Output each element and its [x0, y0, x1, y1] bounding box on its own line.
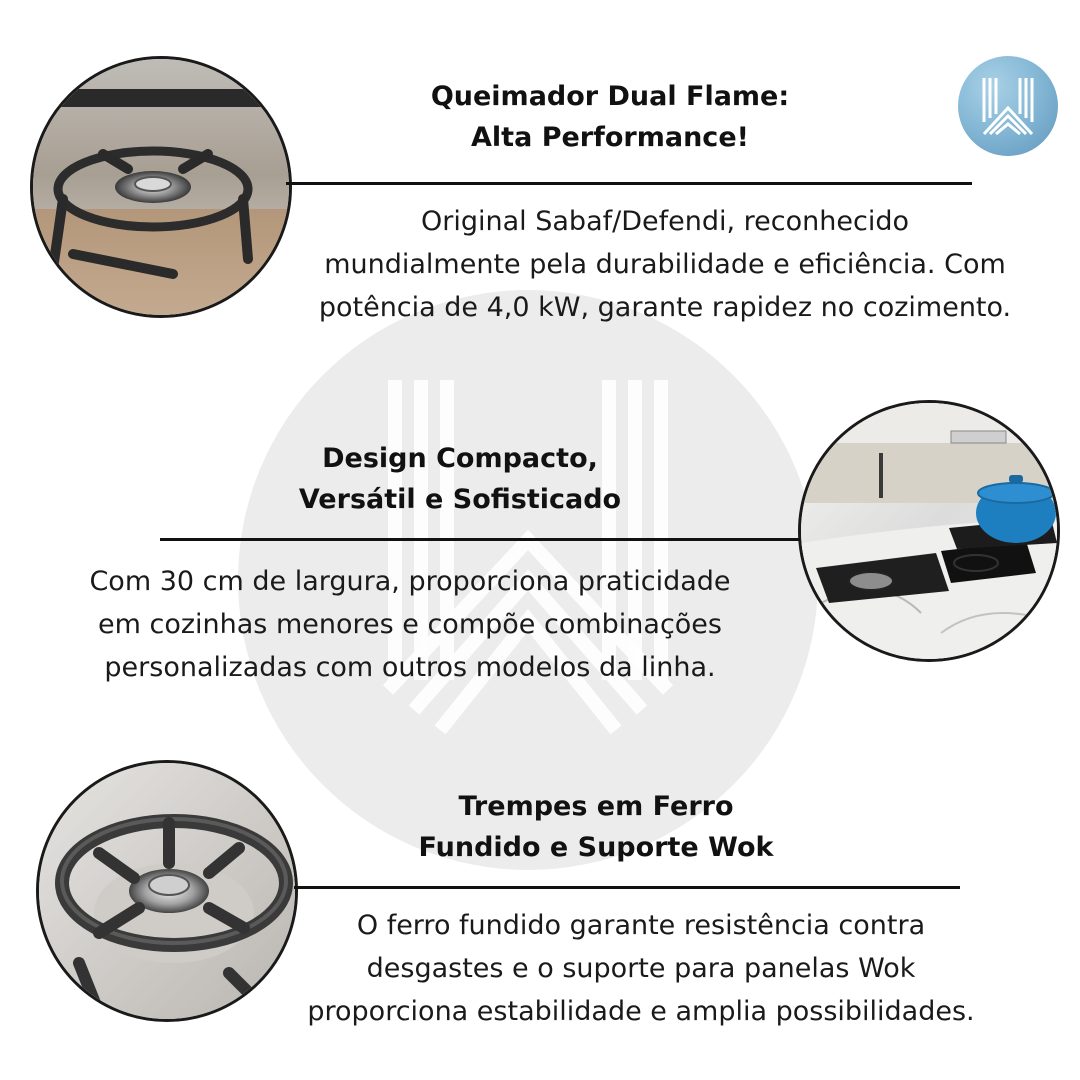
feature-2-divider	[160, 538, 800, 541]
feature-1-description-line: Original Sabaf/Defendi, reconhecido	[421, 206, 909, 237]
feature-2-description-line: Com 30 cm de largura, proporciona praticidade	[89, 566, 731, 597]
feature-3-divider	[294, 886, 960, 889]
feature-2-description-line: personalizadas com outros modelos da linha.	[104, 652, 716, 683]
feature-3-title	[366, 786, 826, 868]
feature-3-description-line: desgastes e o suporte para panelas Wok	[366, 953, 916, 984]
dual-flame-burner-photo	[30, 56, 292, 318]
feature-3-title-line: Trempes em Ferro	[458, 791, 734, 822]
feature-1-title-line: Alta Performance!	[471, 122, 749, 153]
feature-2-description	[20, 560, 800, 689]
feature-2-title	[230, 438, 690, 520]
feature-3-description-line: proporciona estabilidade e amplia possibilidades.	[307, 996, 975, 1027]
feature-1-description-line: mundialmente pela durabilidade e eficiência. Com	[324, 249, 1006, 280]
feature-1-divider	[286, 182, 972, 185]
compact-cooktop-kitchen-photo	[798, 400, 1060, 662]
feature-1-title-line: Queimador Dual Flame:	[430, 81, 790, 112]
feature-2-title-line: Versátil e Sofisticado	[298, 484, 622, 515]
feature-1-title	[380, 76, 840, 158]
feature-2-description-line: em cozinhas menores e compõe combinações	[98, 609, 722, 640]
feature-2-title-line: Design Compacto,	[322, 443, 598, 474]
feature-3-description-line: O ferro fundido garante resistência contra	[356, 910, 926, 941]
feature-3-title-line: Fundido e Suporte Wok	[418, 832, 774, 863]
feature-1-description-line: potência de 4,0 kW, garante rapidez no cozimento.	[318, 292, 1012, 323]
feature-3-description	[266, 904, 1016, 1033]
feature-1-description	[290, 200, 1040, 329]
cast-iron-wok-grate-photo	[36, 760, 298, 1022]
brand-logo-icon	[958, 56, 1058, 156]
